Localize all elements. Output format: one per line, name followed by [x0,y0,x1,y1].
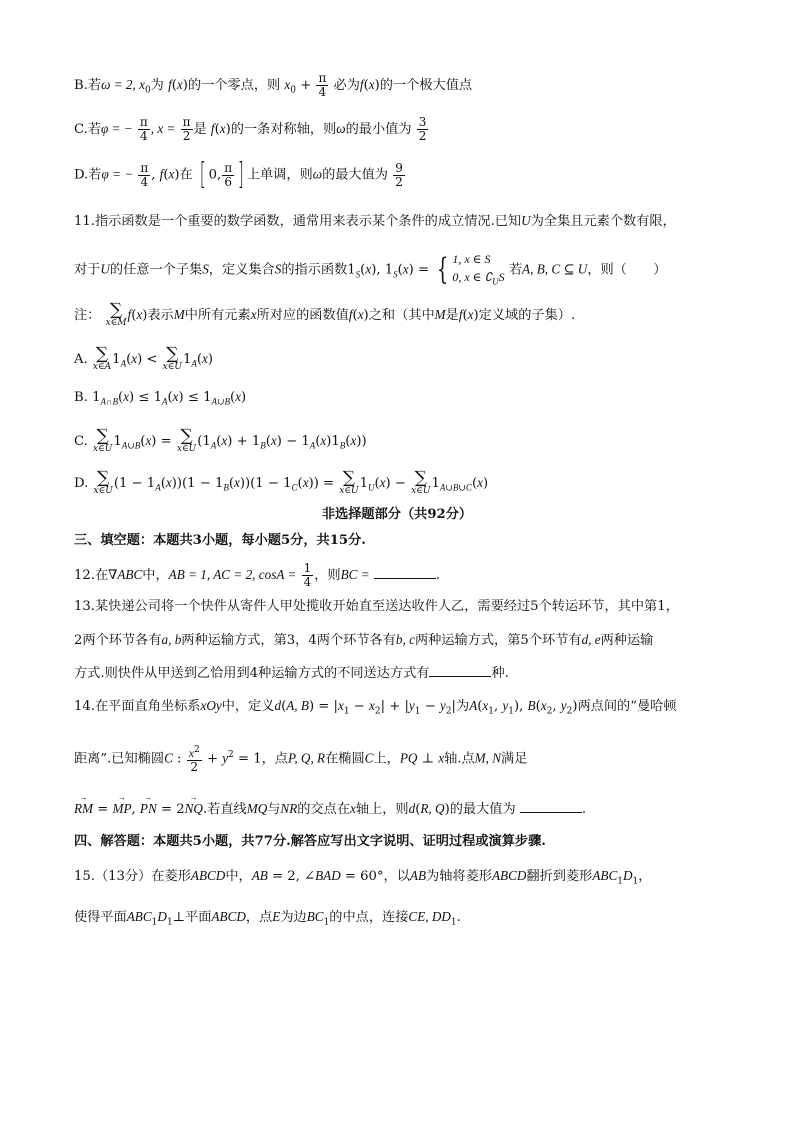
q14-line2: 距离”.已知椭圆C : $\frac{x^2}{2}$ + $y^2 = 1$，点P, Q, R在椭圆C上，PQ ⊥ x轴.点M, N满足 [74,745,528,774]
q11-note: 注： ∑ x∈M f(x)表示M中所有元素x所对应的函数值f(x)之和（其中M是f(x)定义域的子集）. [74,300,576,328]
q10-option-c: C.若φ = − $\frac{\pi}{4}$ , x = $\frac{\pi}{2}$ 是 f(x)的一条对称轴，则ω的最小值为 $\frac{3}{2}$ [74,115,427,143]
q13-line3: 方式.则快件从甲送到乙恰用到4种运输方式的不同送达方式有 种. [74,666,509,681]
q11-option-a: A. ∑ x∈A $1_A(x)$ < ∑ x∈U $1_A(x)$ [74,344,214,372]
q15-line1: 15.（13分）在菱形ABCD中，AB = 2, ∠BAD = 60°，以AB为轴将菱形ABCD翻折到菱形$ABC_1D_1$， [74,868,652,887]
answer-blank-q13 [429,664,491,677]
q14-line1: 14.在平面直角坐标系xOy中，定义d(A, $B) = |x_1 - x_2| + |y_1 - y_2|$为$A(x_1$, $y_1$), $B(x_2$, $y_2$)两点间的“曼哈顿 [74,698,677,717]
q13-line2: 2两个环节各有a, b两种运输方式，第3，4两个环节各有b, c两种运输方式，第5个环节有d, e两种运输 [74,632,654,648]
q13-line1: 13.某快递公司将一个快件从寄件人甲处揽收开始直至送达收件人乙，需要经过5个转运环节，其中第1， [74,599,679,614]
section-nonchoice-title: 非选择题部分（共92分） [321,507,473,522]
answer-blank-q14 [520,800,582,813]
q12: 12.在∇ABC中，AB = 1, AC = 2, cosA = $\frac{1}{4}$ ，则BC = . [74,561,441,589]
section3-title: 三、填空题：本题共3小题，每小题5分，共15分. [74,533,366,548]
q14-line3: → RM = → MP, → PN = 2→ NQ.若直线MQ与NR的交点在x轴上，则d(R, Q)的最大值为 . [74,800,586,819]
q11-option-b: B. $1_{A\cap B}(x) \le 1_A(x) \le 1_{A\cup B}(x)$ [74,389,247,407]
q10-option-d: D.若φ = − $\frac{\pi}{4}$ , f(x)在 [ 0, $\frac{\pi}{6}$ ] 上单调，则ω的最大值为 $\frac{9}{2}$ [74,157,403,192]
q15-line2: 使得平面$ABC_1D_1\perp$平面ABCD，点E为边$BC_1$的中点，连接CE, $DD_1$. [74,909,461,928]
q11-option-d: D. ∑ x∈U $(1 - 1_A(x))(1 - 1_B(x))(1 - 1_C(x))$ = ∑ x∈U $1_U(x)$ − ∑ x∈U $1_{A\cup B\cup C}(x)$ [74,468,489,496]
section4-title: 四、解答题：本题共5小题，共77分.解答应写出文字说明、证明过程或演算步骤. [74,834,546,849]
q10-option-b: B.若ω = 2, $x_0$为 f(x)的一个零点，则 $x_0$ + $\frac{\pi}{4}$ 必为f(x)的一个极大值点 [74,71,473,99]
answer-blank-q12 [374,566,436,579]
q11-intro-line1: 11.指示函数是一个重要的数学函数，通常用来表示某个条件的成立情况.已知U为全集且元素个数有限， [74,213,676,229]
q11-intro-line2: 对于U的任意一个子集S，定义集合S的指示函数$1_S(x)$, $1_S(x)$ = { 1, x ∈ S 0, x ∈ $∁_US$ 若A, B, C ⊆ U，则（ ） [74,252,667,288]
q11-option-c: C. ∑ x∈U $1_{A\cup B}(x)$ = ∑ x∈U $(1_A(x) + 1_B(x) - 1_A(x)1_B(x))$ [74,426,367,454]
